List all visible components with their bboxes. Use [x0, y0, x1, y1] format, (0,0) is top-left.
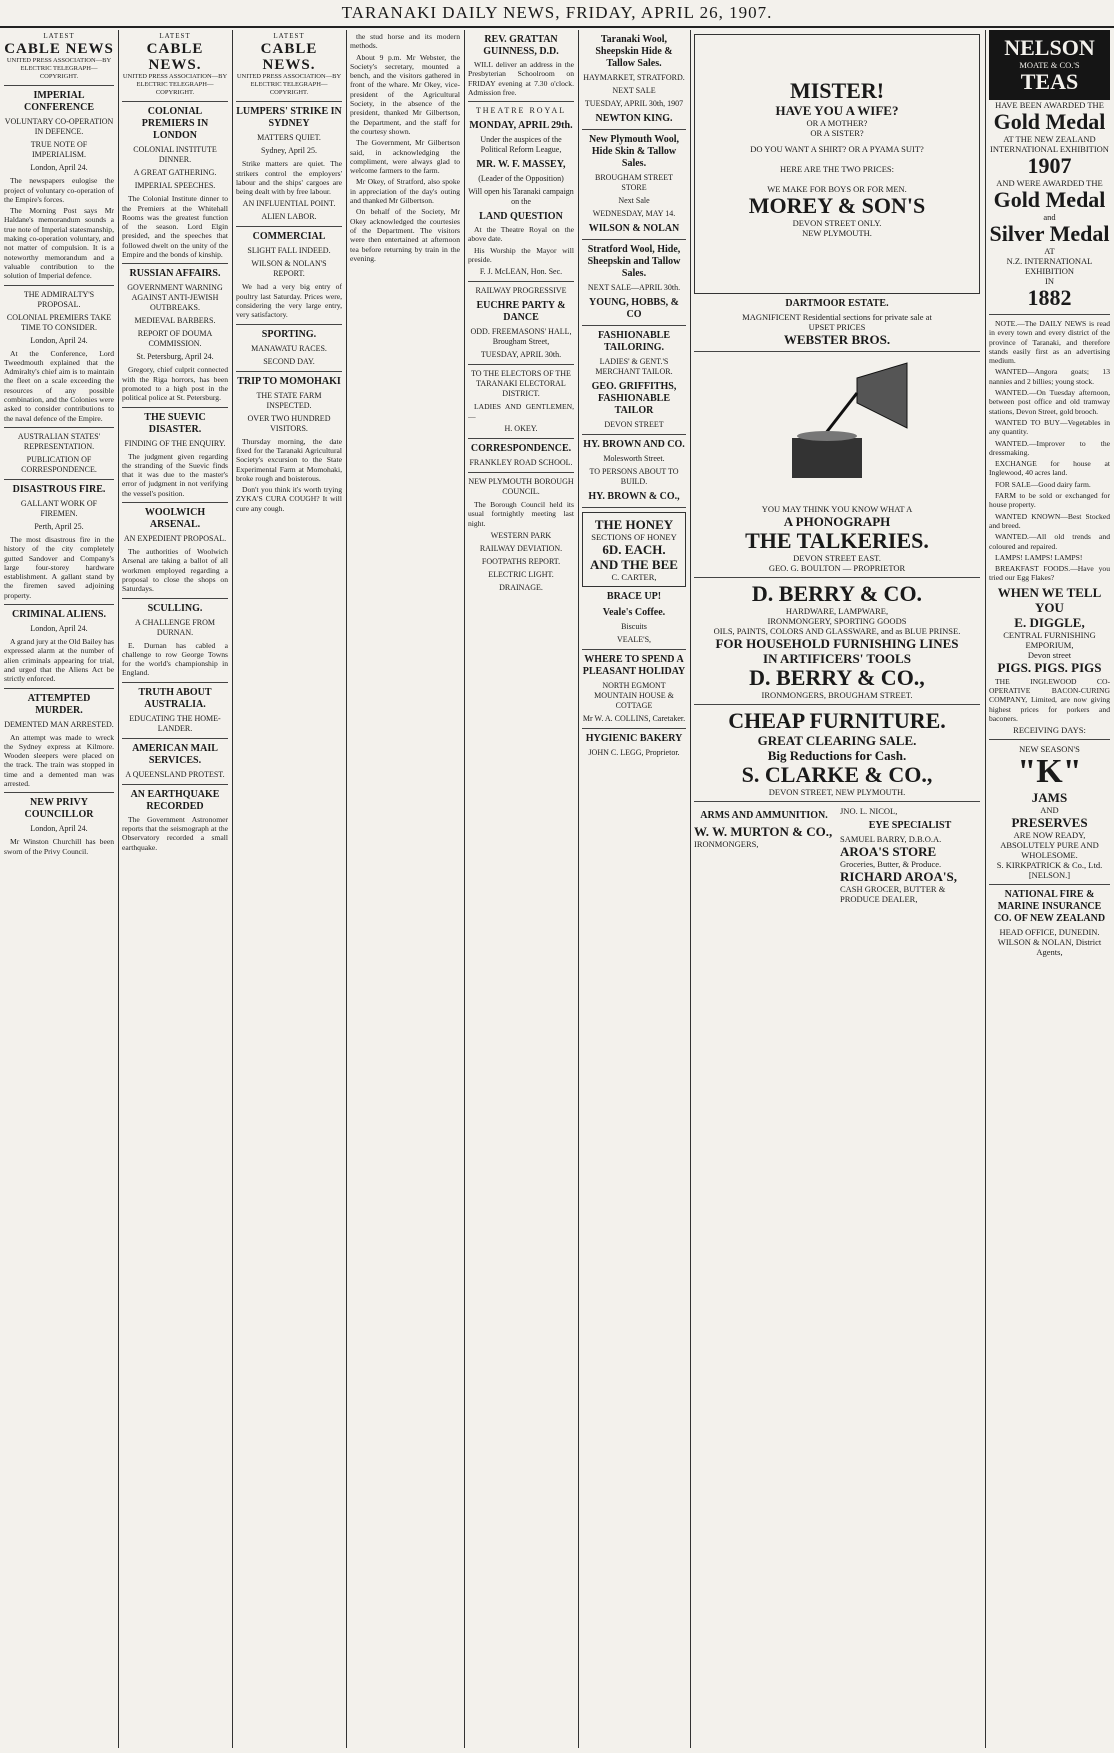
article-text: the stud horse and its modern methods. — [350, 32, 460, 51]
ad-text: Molesworth Street. — [603, 454, 665, 463]
subhead: FRANKLEY ROAD SCHOOL. — [469, 457, 573, 467]
ad-title: HY. BROWN AND CO. — [583, 439, 685, 450]
ad-text: DEVON STREET EAST. — [793, 553, 881, 563]
ad-text: CASH GROCER, BUTTER & PRODUCE DEALER, — [840, 884, 946, 904]
headline: IMPERIAL CONFERENCE — [23, 90, 94, 114]
ad-title: CHEAP FURNITURE. — [728, 708, 946, 733]
ad-text: CENTRAL FURNISHING EMPORIUM, — [1003, 629, 1096, 650]
subhead: FOOTPATHS REPORT. — [481, 556, 561, 566]
ad-text: MOATE & CO.'S — [1019, 60, 1080, 70]
subhead: DRAINAGE. — [499, 582, 543, 592]
ad-title: Veale's Coffee. — [602, 607, 666, 618]
ad-title: THE TALKERIES. — [745, 528, 929, 553]
ad-text: [NELSON.] — [1028, 870, 1071, 881]
ad-title: DARTMOOR ESTATE. — [785, 298, 889, 309]
ad-title: THE HONEY — [594, 517, 674, 532]
dateline: London, April 24. — [30, 163, 88, 173]
ad-text: JOHN C. LEGG, Proprietor. — [588, 748, 680, 757]
ad-title: Gold Medal — [993, 187, 1106, 212]
ad-title: HY. BROWN & CO., — [588, 491, 680, 502]
ad-text: AND — [1040, 805, 1059, 816]
article-text: An attempt was made to wreck the Sydney express at Kilmore. Wooden sleepers were placed on the track. The train was stopped in time and a demented man was arrested. — [4, 732, 114, 788]
article-text: At the Conference, Lord Tweedmouth explained that the Admiralty's chief aim is to maintain the fleet on a scale exceeding the resources of any possible combination, and the Colonies were asked to consider contributions to the naval defence of the Empire. — [4, 348, 114, 423]
article-text: Thursday morning, the date fixed for the Taranaki Agricultural Society's excursion to the State Experimental Farm at Momohaki, broke rough and boisterous. — [236, 436, 342, 483]
headline: DISASTROUS FIRE. — [12, 483, 106, 495]
ad-title: TEAS — [1020, 69, 1079, 94]
ad-text: ARE NOW READY, — [1013, 830, 1086, 841]
article-text: Don't you think it's worth trying ZYKA'S CURA COUGH? It will cure any cough. — [236, 485, 342, 513]
notice-title: EUCHRE PARTY & DANCE — [476, 300, 566, 324]
ad-text: AT — [1044, 246, 1055, 256]
notice-text: (Leader of the Opposition) — [478, 174, 564, 184]
classified: FOR SALE—Good dairy farm. — [995, 479, 1091, 489]
ad-text: HERE ARE THE TWO PRICES: — [780, 164, 894, 174]
ad-text: UPSET PRICES — [808, 322, 866, 332]
subhead: A GREAT GATHERING. — [133, 168, 217, 178]
article-text: The Government, Mr Gilbertson said, in acknowledging the compliment, were always glad to welcome farmers to the farm. — [350, 138, 460, 176]
section-title: CORRESPONDENCE. — [470, 442, 572, 454]
credit-line: UNITED PRESS ASSOCIATION—BY ELECTRIC TELEGRAPH—COPYRIGHT. — [122, 73, 228, 97]
ad-title: RICHARD AROA'S, — [840, 869, 958, 884]
subhead: GOVERNMENT WARNING AGAINST ANTI-JEWISH OUTBREAKS. — [127, 283, 223, 313]
ad-title: D. BERRY & CO. — [751, 581, 923, 606]
ad-text: AT THE NEW ZEALAND INTERNATIONAL EXHIBITION — [990, 134, 1109, 154]
ad-title: NEWTON KING. — [595, 113, 673, 124]
credit-line: UNITED PRESS ASSOCIATION—BY ELECTRIC TELEGRAPH—COPYRIGHT. — [6, 57, 112, 81]
subhead: OVER TWO HUNDRED VISITORS. — [247, 413, 331, 433]
ad-title: GEO. GRIFFITHS, FASHIONABLE TAILOR — [591, 381, 677, 416]
ad-text: HAVE BEEN AWARDED THE — [995, 100, 1104, 110]
ad-title: NATIONAL FIRE & MARINE INSURANCE CO. OF NEW ZEALAND — [993, 889, 1106, 925]
ad-text: PROPRIETOR — [853, 563, 906, 573]
ad-title: Gold Medal — [993, 109, 1106, 134]
ad-text: NEW PLYMOUTH. — [802, 228, 872, 238]
column-rule — [464, 30, 465, 1748]
ad-title: BRACE UP! — [606, 591, 662, 602]
ad-title: GREAT CLEARING SALE. — [757, 733, 917, 748]
ad-text: DEVON STREET ONLY. — [792, 218, 882, 228]
column-rule — [578, 30, 579, 1748]
phonograph-icon — [762, 358, 912, 498]
subhead: FINDING OF THE ENQUIRY. — [124, 438, 226, 448]
cable-news-title: CABLE NEWS — [4, 41, 114, 58]
ad-title: WHEN WE TELL YOU — [997, 584, 1102, 615]
ad-title: PIGS. PIGS. PIGS — [997, 659, 1102, 675]
ad-title: W. W. MURTON & CO., — [694, 824, 833, 839]
subhead: EDUCATING THE HOME-LANDER. — [129, 713, 221, 733]
ad-title: NELSON — [1004, 35, 1095, 60]
notice-text: WILL deliver an address in the Presbyterian Schoolroom on FRIDAY evening at 7.30 o'clock. Admission free. — [468, 60, 574, 97]
ad-text: N.Z. INTERNATIONAL EXHIBITION — [1006, 256, 1093, 276]
ad-text: DO YOU WANT A SHIRT? OR A PYAMA SUIT? — [750, 144, 924, 154]
headline: RUSSIAN AFFAIRS. — [129, 268, 221, 280]
ad-title: AROA'S STORE — [840, 844, 937, 859]
classified: WANTED TO BUY—Vegetables in any quantity. — [989, 417, 1110, 437]
honey-ad — [582, 512, 686, 587]
ad-text: OR A MOTHER? — [806, 118, 868, 128]
headline: COLONIAL PREMIERS IN LONDON — [141, 106, 209, 142]
ad-title: "K" — [1017, 753, 1082, 791]
headline: SPORTING. — [261, 328, 317, 340]
article-text: On behalf of the Society, Mr Okey acknowledged the courtesies of the Department. The visitors were then entertained at afternoon tea before returning by train in the evening. — [350, 207, 460, 263]
article-text: A grand jury at the Old Bailey has expressed alarm at the number of alien criminals appearing for trial, and urged that the Aliens Act be strictly enforced. — [4, 637, 114, 684]
column-9 — [989, 30, 1110, 1748]
ad-title: Taranaki Wool, Sheepskin Hide & Tallow Sales. — [595, 34, 673, 69]
classified: FARM to be sold or exchanged for house property. — [989, 491, 1110, 510]
ad-text: OILS, PAINTS, COLORS AND GLASSWARE, and as BLUE PRINSE. — [713, 626, 961, 636]
ad-title: Stratford Wool, Hide, Sheepskin and Tallow Sales. — [587, 244, 681, 279]
ad-title: A PHONOGRAPH — [783, 514, 891, 529]
subhead: ALIEN LABOR. — [261, 212, 317, 222]
ad-text: WEDNESDAY, MAY 14. — [592, 209, 676, 218]
headline: WOOLWICH ARSENAL. — [144, 507, 206, 531]
subhead: SLIGHT FALL INDEED. — [247, 246, 331, 256]
ad-title: FASHIONABLE TAILORING. — [597, 330, 671, 353]
ad-text: ABSOLUTELY PURE AND WHOLESOME. — [1000, 840, 1099, 861]
ad-text: Groceries, Butter, & Produce. — [840, 859, 942, 869]
subhead: AUSTRALIAN STATES' REPRESENTATION. — [17, 431, 101, 451]
ad-title: WILSON & NOLAN — [588, 223, 680, 234]
dateline: London, April 24. — [30, 624, 88, 634]
latest-label: LATEST — [273, 32, 305, 40]
article-text: Gregory, chief culprit connected with the Riga horrors, has been promoted to a high post in the political police at St. Petersburg. — [122, 365, 228, 403]
ad-text: LADIES' & GENT.'S MERCHANT TAILOR. — [595, 357, 673, 376]
morey-ad — [694, 34, 980, 294]
subhead: PUBLICATION OF CORRESPONDENCE. — [21, 454, 97, 474]
ad-title: IN ARTIFICERS' TOOLS — [763, 651, 911, 666]
subhead: MATTERS QUIET. — [257, 133, 321, 143]
ad-text: MAGNIFICENT Residential sections for private sale at — [742, 312, 932, 322]
signature: F. J. McLEAN, Hon. Sec. — [479, 267, 563, 277]
ad-text: and — [1043, 212, 1056, 222]
notice-text: TUESDAY, APRIL 30th. — [480, 350, 562, 360]
ad-text: SECTIONS OF HONEY — [591, 532, 677, 542]
notice-title: RAILWAY PROGRESSIVE — [475, 286, 567, 296]
column-rule — [985, 30, 986, 1748]
ad-text: Mr W. A. COLLINS, Caretaker. — [582, 714, 686, 723]
subhead: THE ADMIRALTY'S PROPOSAL. — [23, 289, 95, 309]
subhead: WILSON & NOLAN'S REPORT. — [251, 259, 327, 279]
ad-text: YOU MAY THINK YOU KNOW WHAT A — [761, 504, 913, 514]
subhead: DEMENTED MAN ARRESTED. — [4, 719, 114, 729]
subhead: AN EXPEDIENT PROPOSAL. — [123, 534, 227, 544]
headline: ATTEMPTED MURDER. — [27, 692, 91, 716]
subhead: WESTERN PARK — [490, 530, 552, 540]
ad-title: ARMS AND AMMUNITION. — [700, 810, 828, 821]
classified: WANTED.—On Tuesday afternoon, between post office and old tramway stations, Devon Street, gold brooch. — [989, 388, 1110, 416]
ad-title: MISTER! — [789, 78, 885, 103]
headline: CRIMINAL ALIENS. — [12, 609, 106, 621]
subhead: A QUEENSLAND PROTEST. — [125, 769, 225, 779]
column-5 — [468, 30, 574, 1748]
ad-text: DEVON STREET — [604, 420, 664, 429]
notice-text: ODD. FREEMASONS' HALL, Brougham Street, — [470, 327, 572, 347]
ad-text: DEVON STREET, NEW PLYMOUTH. — [768, 787, 906, 797]
column-rule — [118, 30, 119, 1748]
notice-title: TO THE ELECTORS OF THE TARANAKI ELECTORAL DISTRICT. — [471, 369, 571, 399]
headline: TRUTH ABOUT AUSTRALIA. — [138, 686, 212, 710]
ad-title: FOR HOUSEHOLD FURNISHING LINES — [715, 636, 959, 651]
notice-text: LADIES AND GENTLEMEN,— — [468, 402, 574, 421]
ad-price: 6D. EACH. — [602, 542, 666, 557]
classified: WANTED KNOWN—Best Stocked and breed. — [989, 511, 1110, 530]
dateline: London, April 24. — [30, 824, 88, 834]
column-4 — [350, 30, 460, 1748]
classified: THE INGLEWOOD CO-OPERATIVE BACON-CURING COMPANY, Limited, are now giving highest prices for porkers and baconers. — [989, 676, 1110, 723]
headline: NEW PRIVY COUNCILLOR — [24, 797, 94, 821]
article-text: E. Durnan has cabled a challenge to row George Towns for the world's championship in England. — [122, 640, 228, 678]
ad-title: HYGIENIC BAKERY — [585, 733, 683, 744]
subhead: MANAWATU RACES. — [251, 343, 327, 353]
classified: WANTED—Angora goats; 13 nannies and 2 billies; young stock. — [989, 367, 1110, 386]
ad-text: IN — [1045, 276, 1054, 286]
latest-label: LATEST — [159, 32, 191, 40]
signature: H. OKEY. — [504, 423, 538, 433]
subhead: MEDIEVAL BARBERS. — [134, 316, 216, 326]
ad-title: D. BERRY & CO., — [749, 665, 925, 690]
column-rule — [346, 30, 347, 1748]
ad-title: EYE SPECIALIST — [868, 820, 952, 831]
article-text: The Borough Council held its usual fortnightly meeting last night. — [468, 499, 574, 528]
article-text: Mr Okey, of Stratford, also spoke in appreciation of the day's outing and thanked Mr Gilbertson. — [350, 177, 460, 206]
ad-text: JNO. L. NICOL, — [840, 806, 898, 816]
article-text: We had a very big entry of poultry last Saturday. Prices were, considering the very large entry, very satisfactory. — [236, 282, 342, 320]
subhead: COLONIAL PREMIERS TAKE TIME TO CONSIDER. — [6, 312, 112, 332]
ad-title: JAMS — [1031, 790, 1068, 806]
ad-text: Biscuits — [621, 622, 647, 631]
classified: BREAKFAST FOODS.—Have you tried our Egg Flakes? — [989, 564, 1110, 583]
subhead: NEW PLYMOUTH BOROUGH COUNCIL. — [468, 476, 574, 496]
ad-text: TUESDAY, APRIL 30th, 1907 — [584, 99, 684, 108]
ad-title: YOUNG, HOBBS, & CO — [588, 297, 679, 320]
ad-title: Silver Medal — [989, 221, 1110, 246]
article-text: The newspapers eulogise the project of voluntary co-operation of the Empire's forces. — [4, 176, 114, 204]
classified: EXCHANGE for house at Inglewood, 40 acres land. — [989, 459, 1110, 478]
subhead: THE STATE FARM INSPECTED. — [256, 390, 322, 410]
dateline: London, April 24. — [30, 335, 88, 345]
column-8 — [694, 30, 980, 1748]
headline: TRIP TO MOMOHAKI — [237, 375, 341, 387]
column-3 — [236, 30, 342, 1748]
headline: SCULLING. — [147, 602, 203, 614]
subhead: TRUE NOTE OF IMPERIALISM. — [30, 140, 88, 160]
dateline: Sydney, April 25. — [261, 146, 317, 156]
article-text: The judgment given regarding the stranding of the Suevic finds that it was due to the master's error of judgment in not verifying the vessel's position. — [122, 451, 228, 498]
subhead: ELECTRIC LIGHT. — [488, 569, 554, 579]
cable-news-title: CABLE NEWS. — [260, 41, 318, 74]
credit-line: UNITED PRESS ASSOCIATION—BY ELECTRIC TELEGRAPH—COPYRIGHT. — [236, 73, 342, 97]
headline: AMERICAN MAIL SERVICES. — [132, 742, 218, 766]
article-text: The most disastrous fire in the history of the city completely gutted Sandover and Company's large four-storey hardware establishment. A gallant stand by the firemen saved adjoining property. — [4, 534, 114, 600]
subhead: IMPERIAL SPEECHES. — [134, 181, 216, 191]
event-date: MONDAY, APRIL 29th. — [469, 120, 573, 132]
ad-text: TO PERSONS ABOUT TO BUILD. — [589, 467, 679, 486]
classified: WANTED.—Improver to the dressmaking. — [989, 438, 1110, 457]
ad-text: HAVE YOU A WIFE? — [775, 103, 899, 118]
headline: AN EARTHQUAKE RECORDED — [130, 788, 220, 812]
column-rule — [690, 30, 691, 1748]
theatre-name: THEATRE ROYAL — [475, 106, 567, 116]
topic-title: LAND QUESTION — [479, 211, 563, 223]
subhead: COLONIAL INSTITUTE DINNER. — [133, 145, 217, 165]
nelson-teas-ad — [989, 30, 1110, 100]
ad-text: NORTH EGMONT MOUNTAIN HOUSE & COTTAGE — [594, 681, 674, 710]
latest-label: LATEST — [43, 32, 75, 40]
notice-text: His Worship the Mayor will preside. — [468, 245, 574, 265]
headline: REV. GRATTAN GUINNESS, D.D. — [483, 34, 559, 57]
column-1 — [4, 30, 114, 1748]
subhead: VOLUNTARY CO-OPERATION IN DEFENCE. — [4, 117, 114, 137]
ad-text: HAYMARKET, STRATFORD. — [583, 73, 685, 82]
notice-text: Under the auspices of the Political Reform League, — [480, 135, 562, 155]
ad-title: 1882 — [1027, 285, 1072, 310]
ad-text: Next Sale — [618, 196, 650, 205]
ad-title: WHERE TO SPEND A PLEASANT HOLIDAY — [582, 654, 686, 677]
ad-text: NEXT SALE — [612, 86, 656, 95]
ad-text: AND WERE AWARDED THE — [996, 178, 1103, 188]
headline: THE SUEVIC DISASTER. — [144, 411, 206, 435]
column-2 — [122, 30, 228, 1748]
notice-text: At the Theatre Royal on the above date. — [468, 225, 574, 244]
article-text: Mr Winston Churchill has been sworn of the Privy Council. — [4, 837, 114, 856]
ad-text: SAMUEL BARRY, D.B.O.A. — [840, 834, 942, 844]
masthead: TARANAKI DAILY NEWS, FRIDAY, APRIL 26, 1907. — [0, 0, 1114, 28]
subhead: RAILWAY DEVIATION. — [479, 543, 563, 553]
ad-text: VEALE'S, — [616, 635, 652, 644]
subhead: SECOND DAY. — [263, 356, 315, 366]
subhead: A CHALLENGE FROM DURNAN. — [134, 617, 215, 637]
ad-text: IRONMONGERY, SPORTING GOODS — [767, 616, 907, 626]
classified: LAMPS! LAMPS! LAMPS! — [995, 552, 1083, 562]
ad-text: GEO. G. BOULTON — [768, 563, 841, 573]
ad-text: GEO. G. BOULTON — PROPRIETOR — [768, 563, 906, 573]
ad-title: 1907 — [1027, 153, 1072, 178]
ad-text: IRONMONGERS, — [694, 839, 759, 849]
article-text: About 9 p.m. Mr Webster, the Society's secretary, mounted a bench, and the visitors gathered in front of the whare. Mr Okey, vice-president of the Agricultural Society, in the absence of the president, thanked Mr Gilbertson, the Department, and the staff for the courtesy shown. — [350, 52, 460, 136]
ad-text: IRONMONGERS, BROUGHAM STREET. — [761, 690, 913, 700]
ad-text: Devon street — [1027, 649, 1072, 660]
ad-title: PRESERVES — [1011, 815, 1088, 831]
ad-text: NEXT SALE—APRIL 30th. — [587, 283, 681, 292]
ad-text: NEW SEASON'S — [1019, 744, 1080, 755]
ad-title: New Plymouth Wool, Hide Skin & Tallow Sales. — [588, 134, 680, 169]
column-rule — [232, 30, 233, 1748]
ad-title: E. DIGGLE, — [1014, 614, 1085, 630]
headline: COMMERCIAL — [252, 231, 326, 243]
ad-title: Big Reductions for Cash. — [767, 748, 907, 763]
classified: NOTE.—The DAILY NEWS is read in every town and every district of the province of Taranaki, and therefore stands easily first as an advertising medium. — [989, 319, 1110, 366]
ad-title: AND THE BEE — [590, 557, 678, 572]
cable-news-title: CABLE NEWS. — [146, 41, 204, 74]
dateline: St. Petersburg, April 24. — [136, 352, 214, 362]
ad-text: HARDWARE, LAMPWARE, — [785, 606, 889, 616]
ad-title: WEBSTER BROS. — [783, 332, 891, 347]
speaker-name: MR. W. F. MASSEY, — [476, 159, 566, 171]
headline: LUMPERS' STRIKE IN SYDNEY — [236, 106, 342, 130]
subhead: REPORT OF DOUMA COMMISSION. — [137, 329, 213, 349]
ad-text: BROUGHAM STREET STORE — [594, 173, 673, 192]
ad-title: MOREY & SON'S — [748, 193, 926, 218]
ad-text: RECEIVING DAYS: — [1013, 725, 1086, 736]
ad-text: WILSON & NOLAN, District Agents, — [997, 937, 1102, 958]
article-text: The Government Astronomer reports that the seismograph at the Observatory recorded a small earthquake. — [122, 814, 228, 852]
article-text: The authorities of Woolwich Arsenal are taking a ballot of all workmen employed regarding a proposal to close the shops on Saturdays. — [122, 547, 228, 594]
ad-text: C. CARTER, — [611, 572, 657, 582]
article-text: Strike matters are quiet. The strikers control the employers' labour and the ships' cargoes are being dealt with by free labour. — [236, 159, 342, 197]
subhead: GALLANT WORK OF FIREMEN. — [20, 498, 98, 518]
ad-text: WE MAKE FOR BOYS OR FOR MEN. — [767, 184, 907, 194]
article-text: The Colonial Institute dinner to the Premiers at the Whitehall Rooms was the greatest function of the season. Lord Elgin presided, and the speeches that followed dwelt on the unity of the Empire and the bonds of kinship. — [122, 194, 228, 260]
notice-text: Will open his Taranaki campaign on the — [468, 187, 574, 207]
ad-text: HEAD OFFICE, DUNEDIN. — [999, 927, 1100, 938]
ad-text: S. KIRKPATRICK & Co., Ltd. — [996, 860, 1103, 871]
ad-title: S. CLARKE & CO., — [741, 762, 933, 787]
classified: WANTED.—All old trends and coloured and repaired. — [989, 532, 1110, 551]
subhead: AN INFLUENTIAL POINT. — [242, 199, 336, 209]
column-7 — [582, 30, 686, 1748]
dateline: Perth, April 25. — [34, 521, 84, 531]
article-text: The Morning Post says Mr Haldane's memorandum sounds a true note of Imperial statesmanship, making co-operation voluntary, and not matter of compulsion. It is a noteworthy memorandum and a valuable contribution to the solution of Imperial defence. — [4, 206, 114, 281]
ad-text: OR A SISTER? — [810, 128, 864, 138]
